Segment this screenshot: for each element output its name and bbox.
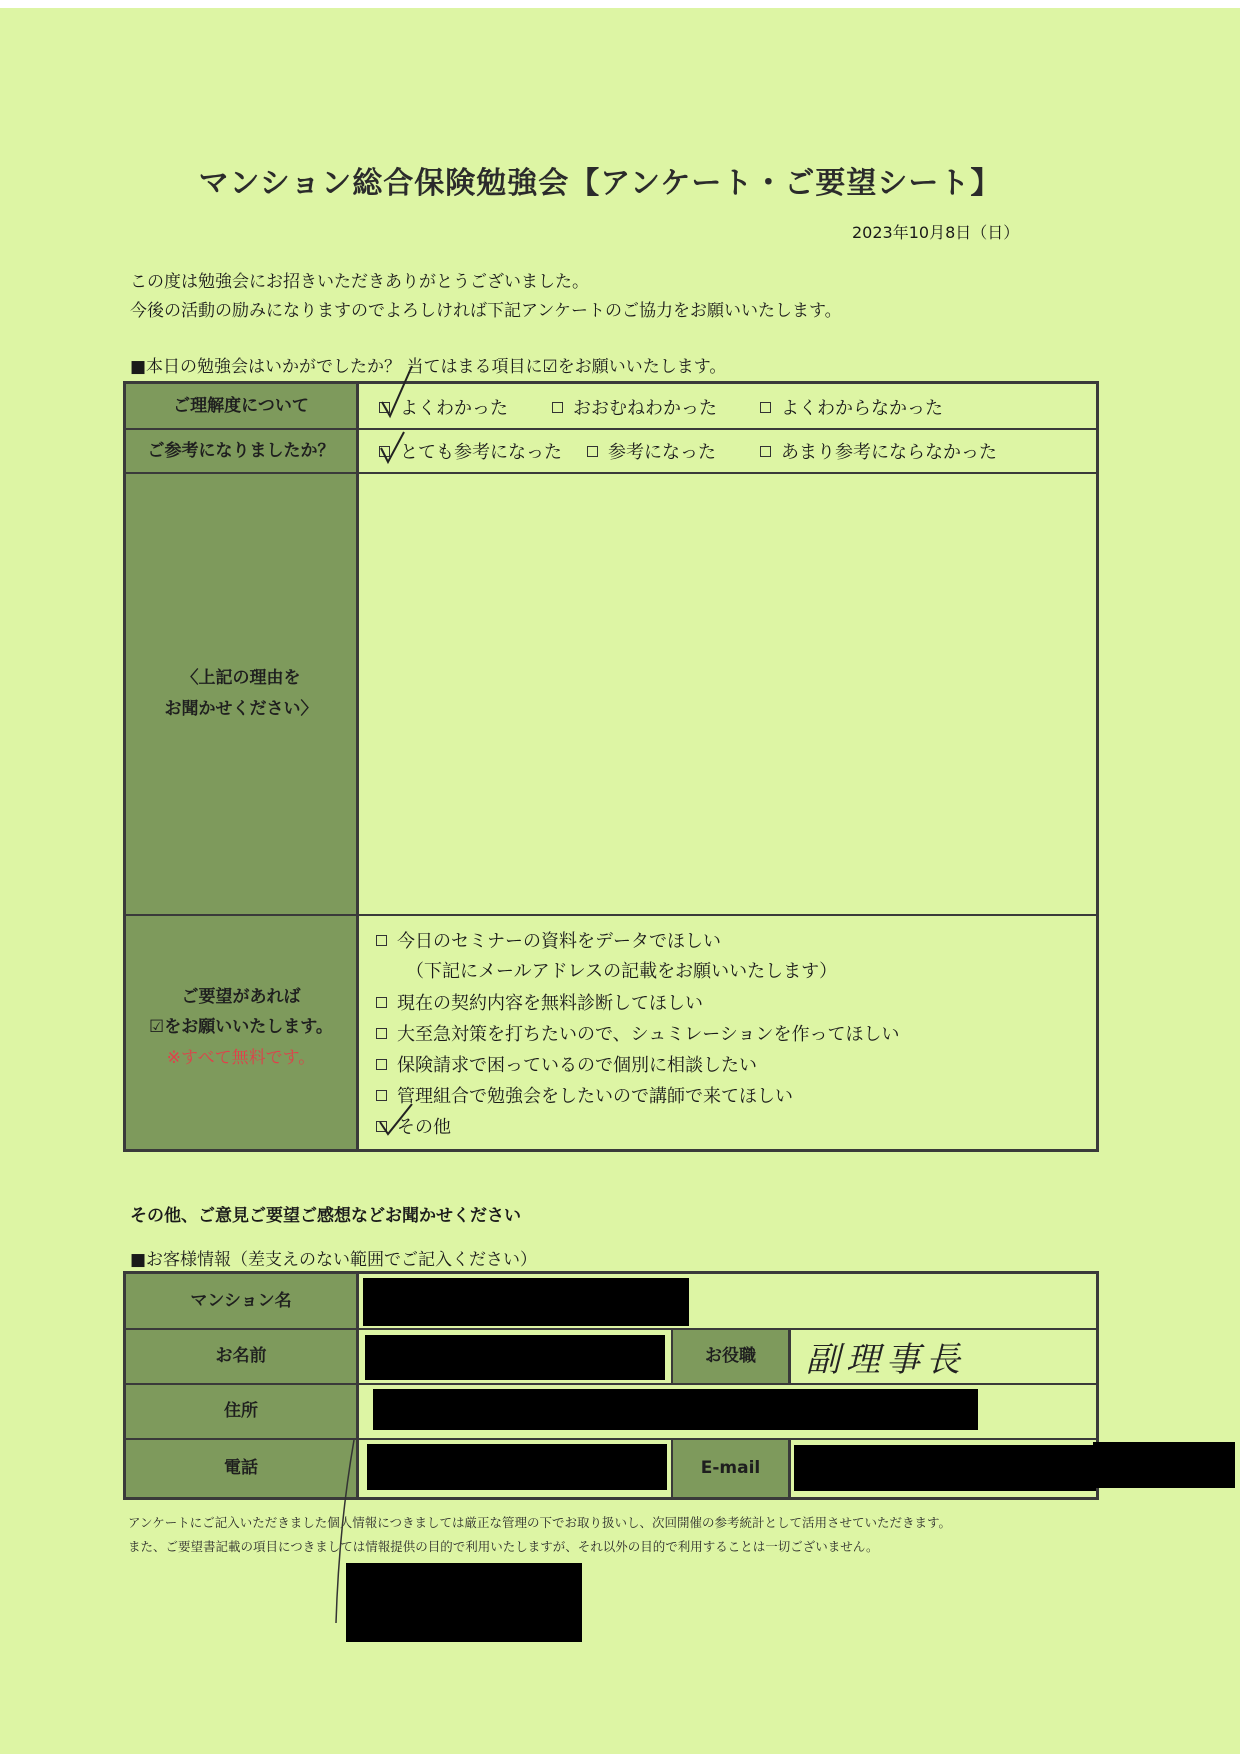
understanding-option-1[interactable]: よくわかった	[379, 394, 508, 420]
position-label: お役職	[671, 1330, 791, 1383]
requests-label-line1: ご要望があれば	[181, 986, 301, 1007]
survey-sheet	[0, 8, 1240, 1754]
understanding-label: ご理解度について	[126, 384, 359, 428]
bottom-redacted-block	[346, 1563, 582, 1642]
position-value[interactable]: 副理事長	[806, 1340, 966, 1380]
reason-label-line2: お聞かせください〉	[164, 699, 318, 719]
privacy-note-2: また、ご要望書記載の項目につきましては情報提供の目的で利用いたしますが、それ以外の目的で利用することは一切ございません。	[128, 1539, 879, 1554]
email-label: E-mail	[671, 1440, 791, 1497]
email-redacted-overflow	[1093, 1442, 1235, 1488]
request-item-4[interactable]: 保険請求で困っているので個別に相談したい	[376, 1051, 757, 1077]
request-item-3[interactable]: 大至急対策を打ちたいので、シュミレーションを作ってほしい	[376, 1020, 900, 1046]
understanding-option-2[interactable]: おおむねわかった	[552, 394, 717, 420]
name-label: お名前	[126, 1330, 359, 1383]
address-label: 住所	[126, 1385, 359, 1438]
helpful-option-3[interactable]: あまり参考にならなかった	[760, 438, 997, 464]
intro-line-1: この度は勉強会にお招きいただきありがとうございました。	[130, 272, 589, 292]
intro-line-2: 今後の活動の励みになりますのでよろしければ下記アンケートのご協力をお願いいたします。	[130, 301, 842, 321]
checkbox-icon[interactable]	[379, 446, 390, 457]
page-title: マンション総合保険勉強会【アンケート・ご要望シート】	[198, 166, 1002, 201]
phone-label: 電話	[126, 1440, 359, 1497]
helpful-option-2[interactable]: 参考になった	[587, 438, 716, 464]
checkbox-icon[interactable]	[376, 1059, 387, 1070]
survey-table	[123, 381, 1099, 1152]
email-redacted	[794, 1445, 1096, 1491]
name-redacted	[365, 1335, 665, 1380]
phone-redacted	[367, 1444, 667, 1490]
helpful-option-1[interactable]: とても参考になった	[379, 438, 562, 464]
request-item-1[interactable]: 今日のセミナーの資料をデータでほしい	[376, 927, 721, 953]
other-comments-heading: その他、ご意見ご要望ご感想などお聞かせください	[130, 1206, 521, 1226]
customer-table	[123, 1271, 1099, 1500]
requests-label-line2: ☑をお願いいたします。	[149, 1017, 333, 1038]
helpful-label: ご参考になりましたか？	[126, 430, 359, 472]
understanding-option-3[interactable]: よくわからなかった	[760, 394, 943, 420]
reason-answer-area[interactable]	[362, 474, 1096, 914]
checkbox-icon[interactable]	[552, 402, 563, 413]
event-date: 2023年10月8日（日）	[852, 223, 1020, 242]
request-item-1-note: （下記にメールアドレスの記載をお願いいたします）	[406, 961, 838, 982]
reason-label-line1: 〈上記の理由を	[181, 668, 301, 689]
checkbox-icon[interactable]	[587, 446, 598, 457]
checkbox-icon[interactable]	[376, 1028, 387, 1039]
address-redacted	[373, 1389, 978, 1430]
request-item-5[interactable]: 管理組合で勉強会をしたいので講師で来てほしい	[376, 1082, 793, 1108]
customer-info-heading: ■お客様情報（差支えのない範囲でご記入ください）	[130, 1250, 538, 1270]
survey-heading: ■本日の勉強会はいかがでしたか？ 当てはまる項目に☑をお願いいたします。	[130, 357, 727, 377]
checkbox-icon[interactable]	[376, 1121, 387, 1132]
mansion-name-label: マンション名	[126, 1274, 359, 1328]
requests-label	[126, 916, 359, 1149]
mansion-name-redacted	[363, 1278, 689, 1326]
request-item-6[interactable]: その他	[376, 1113, 451, 1139]
privacy-note-1: アンケートにご記入いただきました個人情報につきましては厳正な管理の下でお取り扱いし、次回開催の参考統計として活用させていただきます。	[128, 1515, 952, 1530]
checkbox-icon[interactable]	[760, 402, 771, 413]
checkbox-icon[interactable]	[376, 935, 387, 946]
checkbox-icon[interactable]	[760, 446, 771, 457]
requests-free-note: ※すべて無料です。	[166, 1047, 316, 1068]
checkbox-icon[interactable]	[376, 1090, 387, 1101]
checkbox-icon[interactable]	[379, 402, 390, 413]
reason-label	[126, 474, 359, 914]
request-item-2[interactable]: 現在の契約内容を無料診断してほしい	[376, 989, 703, 1015]
checkbox-icon[interactable]	[376, 997, 387, 1008]
